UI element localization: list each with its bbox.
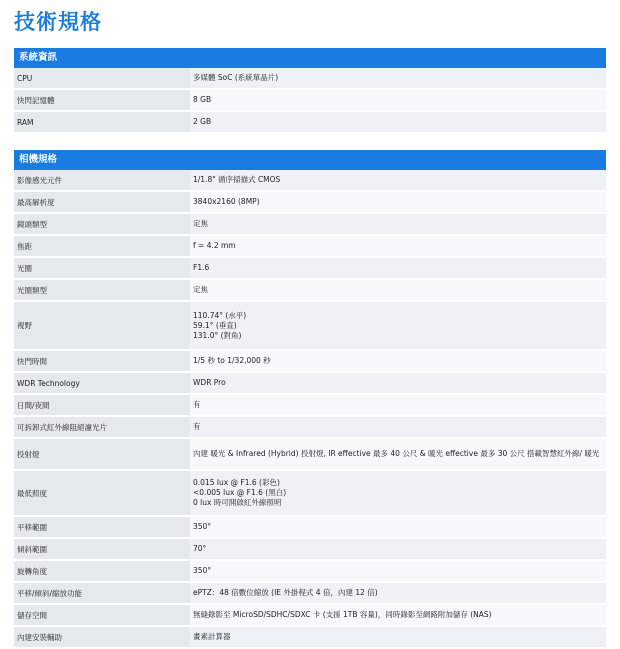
spec-value: 70° — [193, 544, 207, 553]
table-row — [14, 351, 606, 373]
table-row — [14, 517, 606, 539]
table-row — [14, 395, 606, 417]
spec-value: 定焦 — [193, 285, 208, 294]
system-info-section — [14, 48, 606, 134]
spec-value: 定焦 — [193, 219, 208, 228]
spec-label: 視野 — [14, 302, 190, 349]
table-row — [14, 280, 606, 302]
spec-label: 平移/傾斜/縮放功能 — [14, 583, 190, 603]
page-title: 技術規格 — [14, 10, 102, 34]
section-header: 系統資訊 — [14, 48, 606, 68]
camera-spec-section — [14, 150, 606, 649]
spec-label: WDR Technology — [14, 373, 190, 393]
spec-value: 8 GB — [193, 95, 212, 104]
spec-label: 投射燈 — [14, 439, 190, 469]
spec-label: RAM — [14, 112, 190, 132]
spec-value: F1.6 — [193, 263, 210, 272]
section-header: 相機規格 — [14, 150, 606, 170]
table-row — [14, 90, 606, 112]
spec-label: 焦距 — [14, 236, 190, 256]
spec-label: 平移範圍 — [14, 517, 190, 537]
table-row — [14, 258, 606, 280]
spec-label: 傾斜範圍 — [14, 539, 190, 559]
spec-value: f = 4.2 mm — [193, 241, 236, 250]
spec-value: 2 GB — [193, 117, 212, 126]
table-row — [14, 583, 606, 605]
table-row — [14, 302, 606, 351]
table-row — [14, 214, 606, 236]
spec-label: 鏡頭類型 — [14, 214, 190, 234]
spec-value: 110.74° (水平) 59.1° (垂直) 131.0° (對角) — [193, 310, 247, 340]
table-row — [14, 539, 606, 561]
table-row — [14, 471, 606, 517]
table-row — [14, 417, 606, 439]
spec-label: 影像感光元件 — [14, 170, 190, 190]
spec-value: 1/5 秒 to 1/32,000 秒 — [193, 356, 271, 365]
spec-value: 無縫錄影至 MicroSD/SDHC/SDXC 卡 (支援 1TB 容量)，同時錄影至網路附加儲存 (NAS) — [193, 610, 492, 619]
spec-label: 光圈類型 — [14, 280, 190, 300]
spec-label: 光圈 — [14, 258, 190, 278]
table-row — [14, 170, 606, 192]
table-row — [14, 605, 606, 627]
spec-value: 畫素計算器 — [193, 632, 231, 641]
spec-value: 有 — [193, 422, 201, 431]
table-row — [14, 192, 606, 214]
spec-value: 3840x2160 (8MP) — [193, 197, 260, 206]
spec-label: 最高解析度 — [14, 192, 190, 212]
spec-label: 日間/夜間 — [14, 395, 190, 415]
spec-value: 350° — [193, 522, 212, 531]
spec-value: 0.015 lux @ F1.6 (彩色) <0.005 lux @ F1.6 (黑白) 0 lux 時可開啟紅外線照明 — [193, 478, 287, 507]
spec-label: CPU — [14, 68, 190, 88]
spec-value: 350° — [193, 566, 212, 575]
table-row — [14, 561, 606, 583]
spec-value: WDR Pro — [193, 378, 226, 387]
spec-value: 有 — [193, 400, 201, 409]
spec-label: 儲存空間 — [14, 605, 190, 625]
spec-value: 多媒體 SoC (系統單晶片) — [193, 73, 279, 82]
spec-label: 最低照度 — [14, 471, 190, 515]
table-row — [14, 373, 606, 395]
table-row — [14, 68, 606, 90]
spec-value: ePTZ：48 倍數位縮放 (IE 外掛程式 4 倍，內建 12 倍) — [193, 588, 378, 597]
spec-label: 快閃記憶體 — [14, 90, 190, 110]
spec-label: 快門時間 — [14, 351, 190, 371]
spec-value: 1/1.8" 循序掃描式 CMOS — [193, 175, 281, 184]
spec-label: 可拆卸式紅外線阻絕濾光片 — [14, 417, 190, 437]
spec-value: 內建 暖光 & Infrared (Hybrid) 投射燈, IR effective 最多 40 公尺 & 暖光 effective 最多 30 公尺 搭載智慧紅外線/ 暖光 — [193, 449, 600, 458]
table-row — [14, 439, 606, 471]
table-row — [14, 627, 606, 649]
spec-label: 旋轉角度 — [14, 561, 190, 581]
table-row — [14, 236, 606, 258]
spec-label: 內建安裝輔助 — [14, 627, 190, 647]
table-row — [14, 112, 606, 134]
